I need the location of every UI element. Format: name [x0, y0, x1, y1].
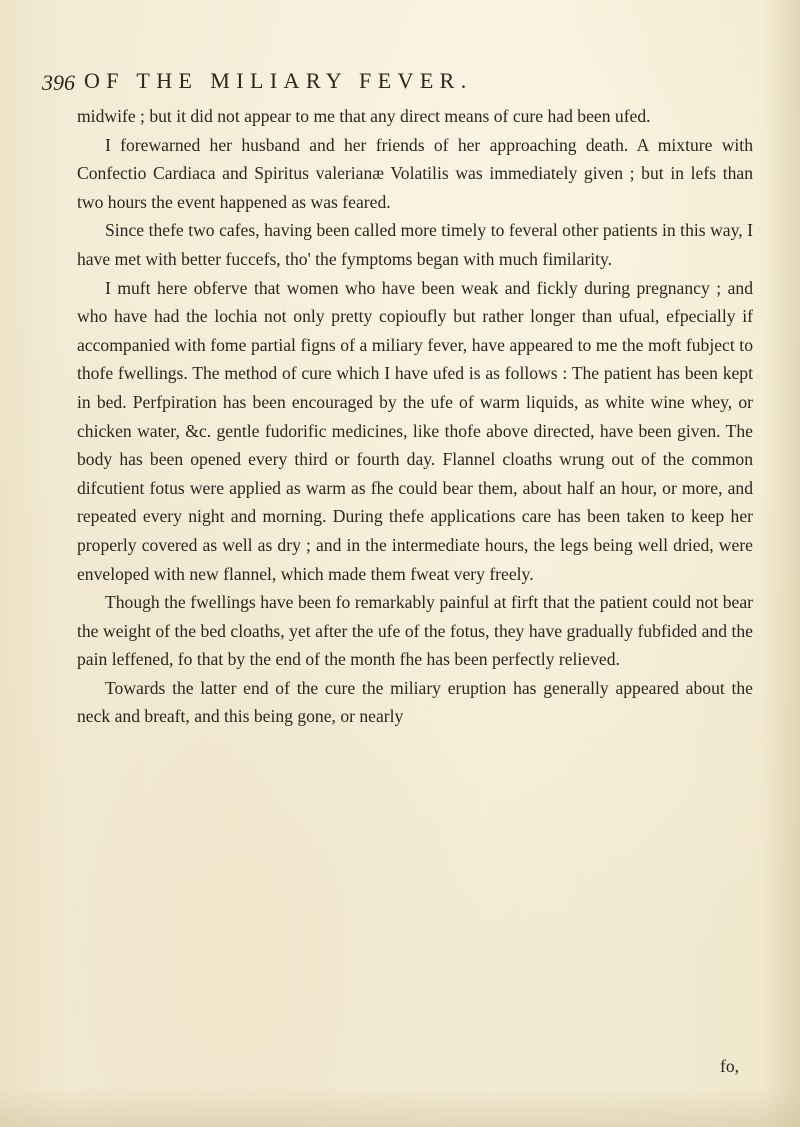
body-text — [77, 102, 753, 731]
running-head: OF THE MILIARY FEVER. — [84, 68, 473, 93]
paragraph: Though the fwellings have been fo remarkably painful at firft that the patient could not bear the weight of the bed cloaths, yet after the ufe of the fotus, they have gradually fubfided and the pain leffened, fo that by the end of the month fhe has been perfectly relieved. — [77, 592, 753, 670]
paragraph: Since thefe two cafes, having been called more timely to feveral other patients in this way, I have met with better fuccefs, tho' the fymptoms began with much fimilarity. — [77, 220, 753, 269]
paragraph: I forewarned her husband and her friends of her approaching death. A mixture with Confectio Cardiaca and Spiritus valerianæ Volatilis was immediately given ; but in lefs than two hours the event happened as was feared. — [77, 134, 753, 212]
paragraph: Towards the latter end of the cure the miliary eruption has generally appeared about the neck and breaft, and this being gone, or nearly — [77, 677, 753, 727]
page-header — [42, 62, 782, 98]
paragraph: midwife ; but it did not appear to me that any direct means of cure had been ufed. — [77, 106, 651, 126]
page-number: 396 — [42, 70, 75, 95]
paragraph: I muft here obferve that women who have been weak and fickly during pregnancy ; and who have had the lochia not only pretty copioufly but rather longer than ufual, efpecially if accompanied with fome partial figns of a miliary fever, have appeared to me the moft fubject to thofe fwellings. The method of cure which I have ufed is as follows : The patient has been kept in bed. Perfpiration has been encouraged by the ufe of warm liquids, as white wine whey, or chicken water, &c. gentle fudorific medicines, like thofe above directed, have been given. The body has been opened every third or fourth day. Flannel cloaths wrung out of the common difcutient fotus were applied as warm as fhe could bear them, about half an hour, or more, and repeated every night and morning. During thefe applications care has been taken to keep her properly covered as well as dry ; and in the intermediate hours, the legs being well dried, were enveloped with new flannel, which made them fweat very freely. — [77, 277, 753, 584]
page-bottom-shading — [0, 1087, 800, 1127]
page-edge-shading — [762, 0, 800, 1127]
catchword: fo, — [720, 1056, 740, 1076]
